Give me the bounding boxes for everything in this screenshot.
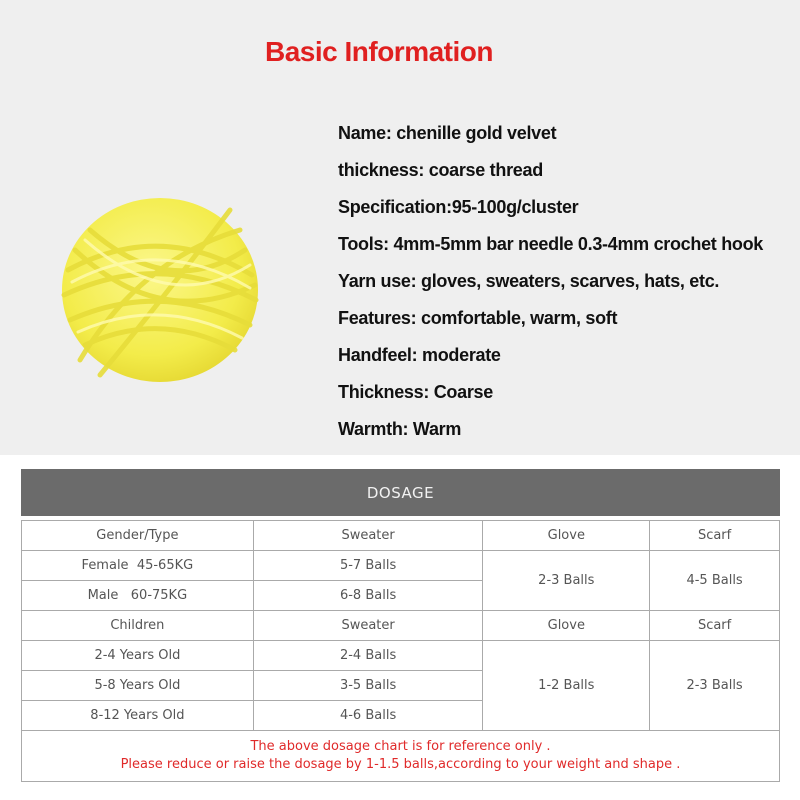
table-row (22, 551, 780, 581)
info-handfeel: Handfeel: moderate (338, 345, 501, 365)
info-features: Features: comfortable, warm, soft (338, 308, 618, 328)
sweater-cell: 3-5 Balls (253, 671, 483, 701)
type-cell: Male 60-75KG (22, 581, 254, 611)
product-info-list (338, 118, 763, 451)
yarn-ball-image (60, 190, 260, 390)
info-name: Name: chenille gold velvet (338, 123, 557, 143)
type-cell: Female 45-65KG (22, 551, 254, 581)
column-header: Glove (483, 611, 650, 641)
dosage-header: DOSAGE (22, 470, 780, 516)
section-title: Basic Information (265, 36, 493, 67)
info-warmth: Warmth: Warm (338, 419, 462, 439)
table-row (22, 641, 780, 671)
sweater-cell: 4-6 Balls (253, 701, 483, 731)
column-header: Scarf (650, 521, 780, 551)
dosage-table (21, 469, 780, 782)
column-header: Sweater (253, 521, 483, 551)
column-header: Gender/Type (22, 521, 254, 551)
scarf-cell: 4-5 Balls (650, 551, 780, 611)
dosage-note (22, 731, 780, 782)
note-line-2: Please reduce or raise the dosage by 1-1.5 balls,according to your weight and shape . (120, 757, 681, 772)
type-cell: 8-12 Years Old (22, 701, 254, 731)
type-cell: 2-4 Years Old (22, 641, 254, 671)
info-specification: Specification:95-100g/cluster (338, 197, 579, 217)
info-yarn-use: Yarn use: gloves, sweaters, scarves, hats, etc. (338, 271, 720, 291)
info-thickness: thickness: coarse thread (338, 160, 543, 180)
sweater-cell: 6-8 Balls (253, 581, 483, 611)
type-cell: 5-8 Years Old (22, 671, 254, 701)
sweater-cell: 5-7 Balls (253, 551, 483, 581)
column-header: Children (22, 611, 254, 641)
sweater-cell: 2-4 Balls (253, 641, 483, 671)
info-tools: Tools: 4mm-5mm bar needle 0.3-4mm crochet hook (338, 234, 763, 254)
info-thickness-coarse: Thickness: Coarse (338, 382, 493, 402)
glove-cell: 2-3 Balls (483, 551, 650, 611)
scarf-cell: 2-3 Balls (650, 641, 780, 731)
column-header: Sweater (253, 611, 483, 641)
note-line-1: The above dosage chart is for reference only . (250, 739, 551, 754)
glove-cell: 1-2 Balls (483, 641, 650, 731)
column-header: Glove (483, 521, 650, 551)
column-header: Scarf (650, 611, 780, 641)
